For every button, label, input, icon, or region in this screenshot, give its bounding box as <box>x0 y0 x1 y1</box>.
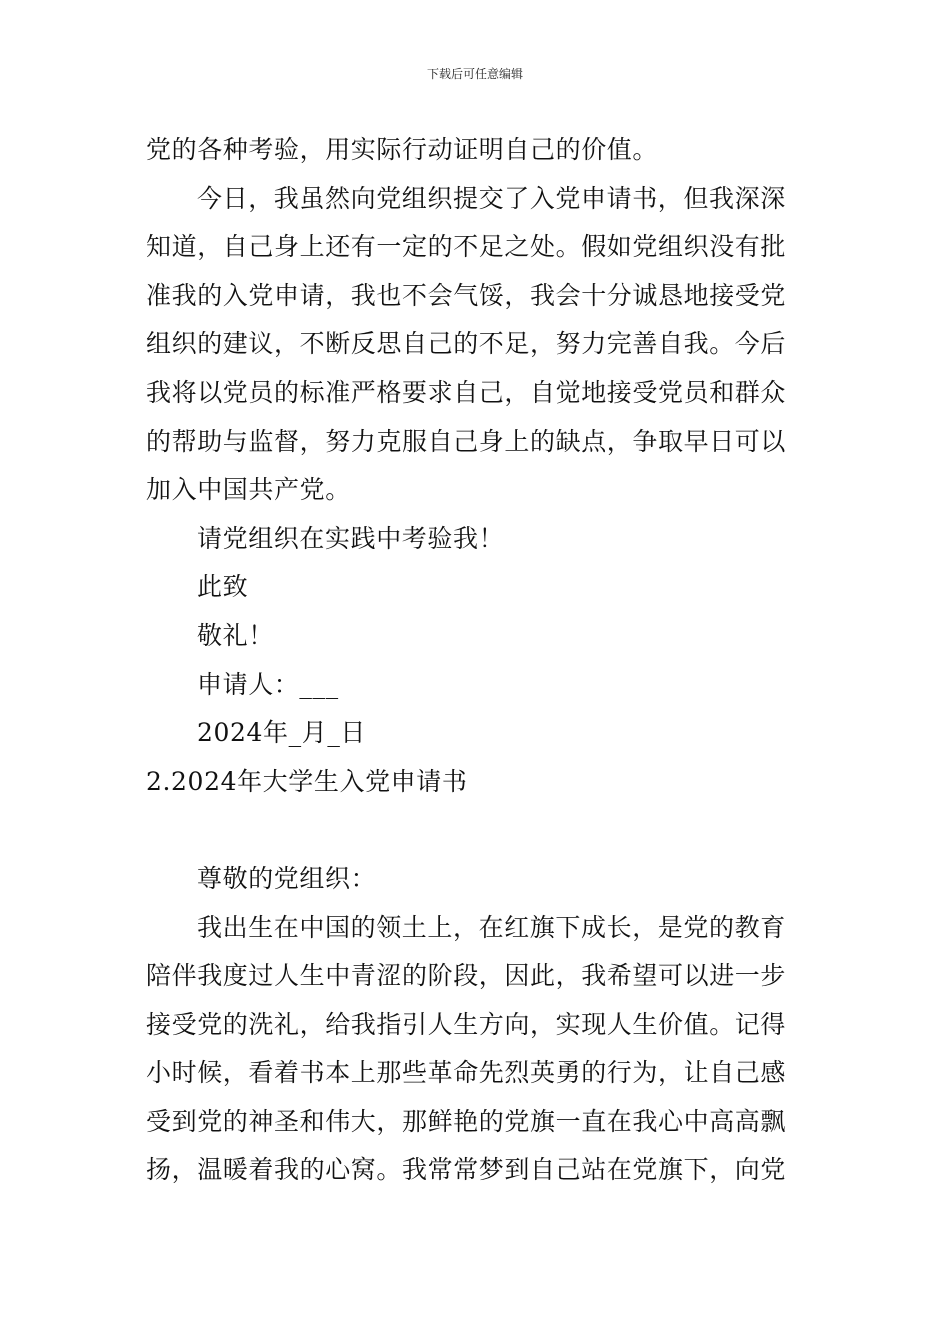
paragraph-line: 扬，温暖着我的心窝。我常常梦到自己站在党旗下，向党 <box>146 1155 787 1185</box>
paragraph-line: 我出生在中国的领土上，在红旗下成长，是党的教育 <box>197 912 786 942</box>
letter-greeting: 尊敬的党组织： <box>197 863 377 893</box>
section-heading: 2.2024年大学生入党申请书 <box>146 766 468 796</box>
paragraph-line: 今日，我虽然向党组织提交了入党申请书，但我深深 <box>197 183 786 213</box>
paragraph-line: 陪伴我度过人生中青涩的阶段，因此，我希望可以进一步 <box>146 961 787 991</box>
applicant-signature: 申请人：___ <box>197 669 339 699</box>
blank-line <box>146 806 808 855</box>
paragraph-line: 受到党的神圣和伟大，那鲜艳的党旗一直在我心中高高飘 <box>146 1106 787 1136</box>
document-body <box>146 126 808 1195</box>
closing-request: 请党组织在实践中考验我！ <box>197 523 505 553</box>
page-header: 下载后可任意编辑 <box>426 67 523 81</box>
date-line: 2024年_月_日 <box>197 718 367 748</box>
paragraph-line: 加入中国共产党。 <box>146 475 351 505</box>
salutation-jingli: 敬礼！ <box>197 620 274 650</box>
paragraph-line: 知道，自己身上还有一定的不足之处。假如党组织没有批 <box>146 232 787 262</box>
paragraph-line: 的帮助与监督，努力克服自己身上的缺点，争取早日可以 <box>146 426 787 456</box>
salutation-cizhi: 此致 <box>197 572 249 602</box>
paragraph-line: 小时候，看着书本上那些革命先烈英勇的行为，让自己感 <box>146 1058 787 1088</box>
paragraph-line: 准我的入党申请，我也不会气馁，我会十分诚恳地接受党 <box>146 280 787 310</box>
paragraph-line: 我将以党员的标准严格要求自己，自觉地接受党员和群众 <box>146 377 787 407</box>
paragraph-line: 接受党的洗礼，给我指引人生方向，实现人生价值。记得 <box>146 1009 787 1039</box>
paragraph-line: 组织的建议，不断反思自己的不足，努力完善自我。今后 <box>146 329 787 359</box>
paragraph-line: 党的各种考验，用实际行动证明自己的价值。 <box>146 135 659 164</box>
